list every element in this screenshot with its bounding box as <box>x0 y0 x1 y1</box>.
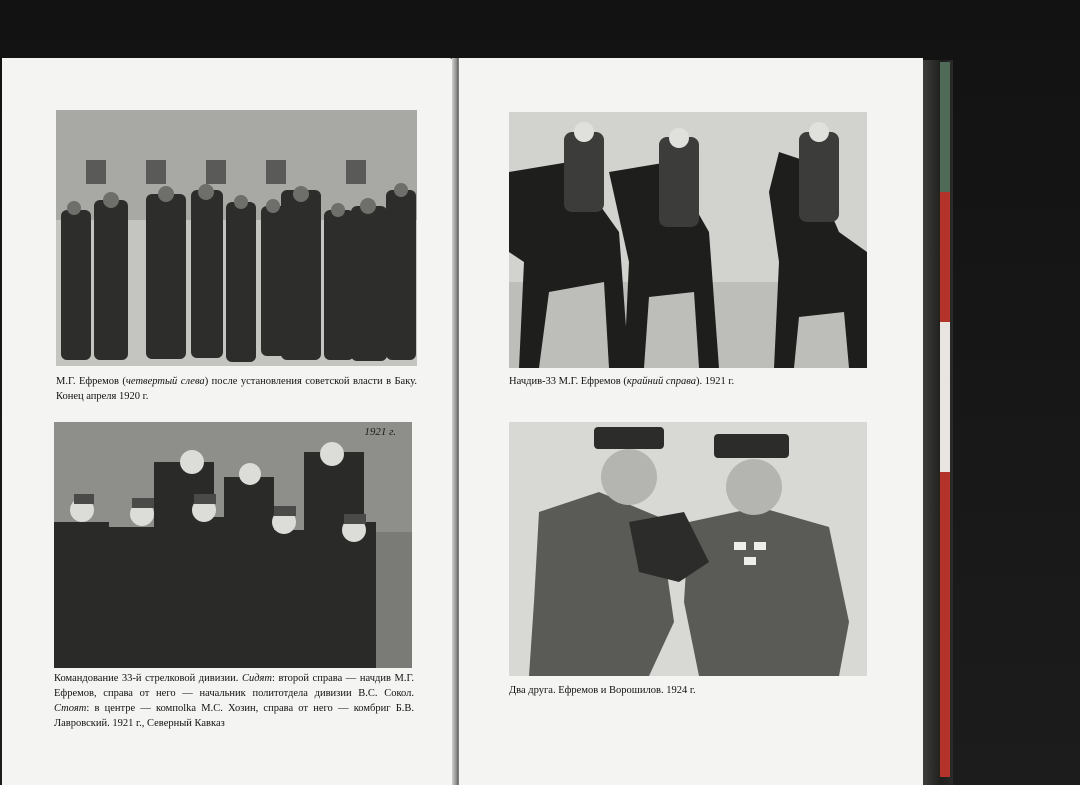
photo-group-baku <box>56 110 417 366</box>
spine-stripe-green <box>940 62 950 192</box>
spine-stripe-red <box>940 192 950 322</box>
caption-division-command: Командование 33-й стрелковой дивизии. Сидят: второй справа — начдив М.Г. Ефремов, справа от него — начальник политотдела дивизии В.С. Сокол. Стоят: в центре — компolka М.С. Хозин, справа от него — комбриг Б.В. Лавровский. 1921 г., Северный Кавказ <box>54 673 414 729</box>
photo-horsemen <box>509 112 867 368</box>
caption-two-friends: Два друга. Ефремов и Ворошилов. 1924 г. <box>509 685 696 696</box>
spine-stripe-light <box>940 322 950 472</box>
caption-photo-baku: М.Г. Ефремов (четвертый слева) после установления советской власти в Баку. Конец апреля 1920 г. <box>56 376 417 402</box>
photo-division-command <box>54 422 412 668</box>
handwritten-year: 1921 г. <box>364 426 396 438</box>
photo-two-friends <box>509 422 867 676</box>
spine-stripe-red-lower <box>940 472 950 777</box>
caption-horsemen: Начдив-33 М.Г. Ефремов (крайний справа). 1921 г. <box>509 376 735 387</box>
